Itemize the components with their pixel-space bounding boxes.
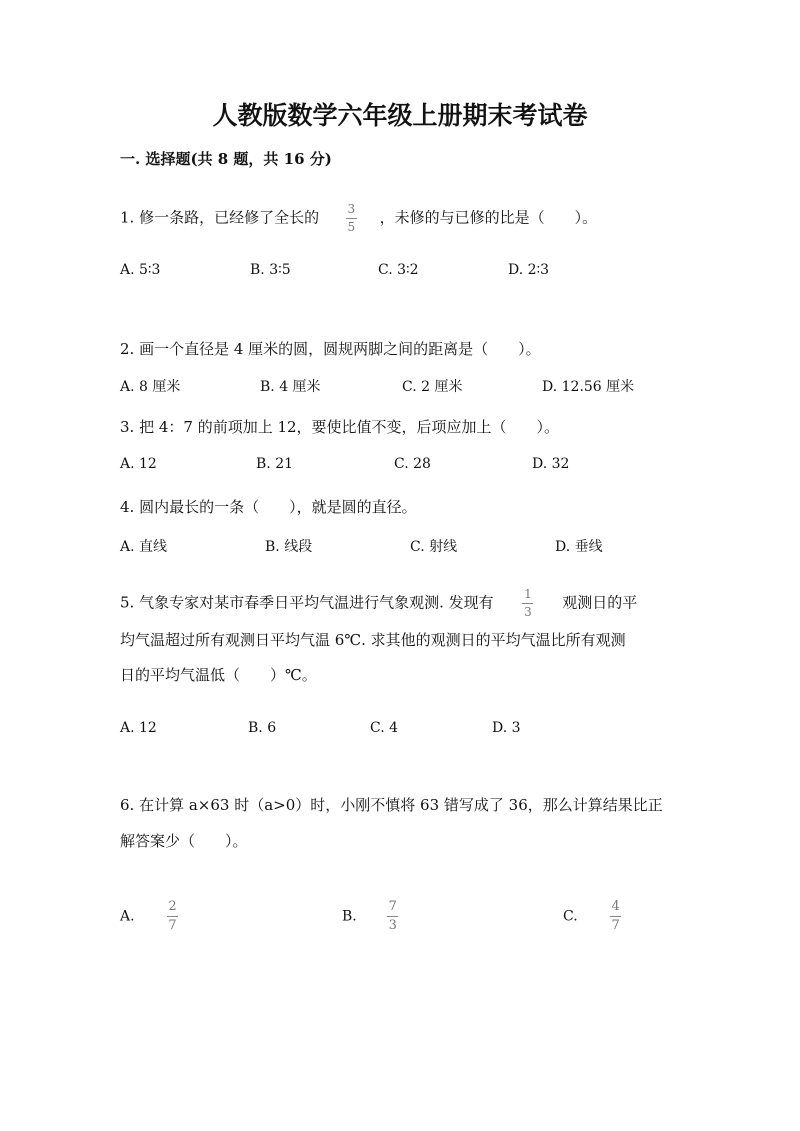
page-title: 人教版数学六年级上册期末考试卷 bbox=[212, 101, 588, 130]
fraction bbox=[167, 900, 178, 933]
question-5-text-before: 5. 气象专家对某市春季日平均气温进行气象观测. 发现有 bbox=[120, 593, 494, 612]
fraction bbox=[522, 588, 533, 619]
question-1 bbox=[120, 203, 597, 234]
fraction-denominator: 3 bbox=[524, 605, 532, 619]
fraction bbox=[610, 900, 621, 933]
option-d[interactable]: D. 32 bbox=[532, 456, 570, 472]
option-b[interactable]: B. 6 bbox=[248, 720, 277, 736]
question-4: 4. 圆内最长的一条（ ），就是圆的直径。 bbox=[120, 498, 417, 516]
fraction-denominator: 7 bbox=[168, 918, 177, 933]
fraction-numerator: 2 bbox=[168, 899, 177, 914]
question-5-line-1 bbox=[120, 588, 637, 619]
option-c[interactable]: C. 2 厘米 bbox=[402, 379, 463, 395]
fraction-bar bbox=[610, 916, 621, 917]
fraction-denominator: 5 bbox=[347, 220, 356, 234]
fraction-numerator: 3 bbox=[347, 202, 356, 216]
option-c[interactable] bbox=[563, 900, 621, 933]
fraction-numerator: 1 bbox=[524, 587, 532, 601]
question-1-text-before: 1. 修一条路，已经修了全长的 bbox=[120, 208, 320, 227]
question-5-line-2: 均气温超过所有观测日平均气温 6℃. 求其他的观测日的平均气温比所有观测 bbox=[120, 631, 626, 649]
option-d[interactable]: D. 3 bbox=[492, 720, 521, 736]
fraction-bar bbox=[387, 916, 398, 917]
option-a[interactable]: A. 12 bbox=[120, 720, 157, 736]
option-d[interactable]: D. 12.56 厘米 bbox=[542, 379, 635, 395]
option-a[interactable] bbox=[120, 900, 178, 933]
option-c[interactable]: C. 射线 bbox=[410, 539, 458, 555]
fraction-denominator: 7 bbox=[611, 918, 620, 933]
fraction-numerator: 4 bbox=[611, 899, 620, 914]
option-label: A. bbox=[120, 908, 135, 925]
fraction-denominator: 3 bbox=[388, 918, 397, 933]
option-label: C. bbox=[563, 908, 578, 925]
option-b[interactable]: B. 21 bbox=[256, 456, 294, 472]
option-label: B. bbox=[342, 908, 357, 925]
option-a[interactable]: A. 12 bbox=[120, 456, 157, 472]
option-b[interactable]: B. 4 厘米 bbox=[260, 379, 321, 395]
fraction bbox=[387, 900, 398, 933]
fraction-bar bbox=[346, 218, 357, 219]
option-c[interactable]: C. 3∶2 bbox=[378, 262, 419, 278]
fraction bbox=[346, 203, 357, 234]
option-a[interactable]: A. 直线 bbox=[120, 539, 168, 555]
question-1-text-after: ，未修的与已修的比是（ ）。 bbox=[379, 208, 598, 227]
option-b[interactable] bbox=[342, 900, 398, 933]
option-d[interactable]: D. 垂线 bbox=[555, 539, 603, 555]
option-c[interactable]: C. 4 bbox=[370, 720, 399, 736]
option-a[interactable]: A. 8 厘米 bbox=[120, 379, 181, 395]
question-5-text-after: 观测日的平 bbox=[562, 593, 638, 612]
option-d[interactable]: D. 2∶3 bbox=[508, 262, 550, 278]
fraction-bar bbox=[167, 916, 178, 917]
question-3: 3. 把 4：7 的前项加上 12，要使比值不变，后项应加上（ ）。 bbox=[120, 418, 560, 436]
option-a[interactable]: A. 5∶3 bbox=[120, 262, 161, 278]
option-b[interactable]: B. 3∶5 bbox=[250, 262, 291, 278]
fraction-bar bbox=[522, 603, 533, 604]
option-c[interactable]: C. 28 bbox=[394, 456, 431, 472]
option-b[interactable]: B. 线段 bbox=[265, 539, 313, 555]
fraction-numerator: 7 bbox=[388, 899, 397, 914]
question-5-line-3: 日的平均气温低（ ）℃。 bbox=[120, 666, 317, 684]
section-heading: 一. 选择题(共 8 题，共 16 分) bbox=[120, 150, 332, 168]
question-2: 2. 画一个直径是 4 厘米的圆，圆规两脚之间的距离是（ ）。 bbox=[120, 340, 541, 358]
question-6-line-1: 6. 在计算 a×63 时（a>0）时，小刚不慎将 63 错写成了 36，那么计算结果比正 bbox=[120, 796, 663, 814]
question-6-line-2: 解答案少（ ）。 bbox=[120, 832, 248, 850]
